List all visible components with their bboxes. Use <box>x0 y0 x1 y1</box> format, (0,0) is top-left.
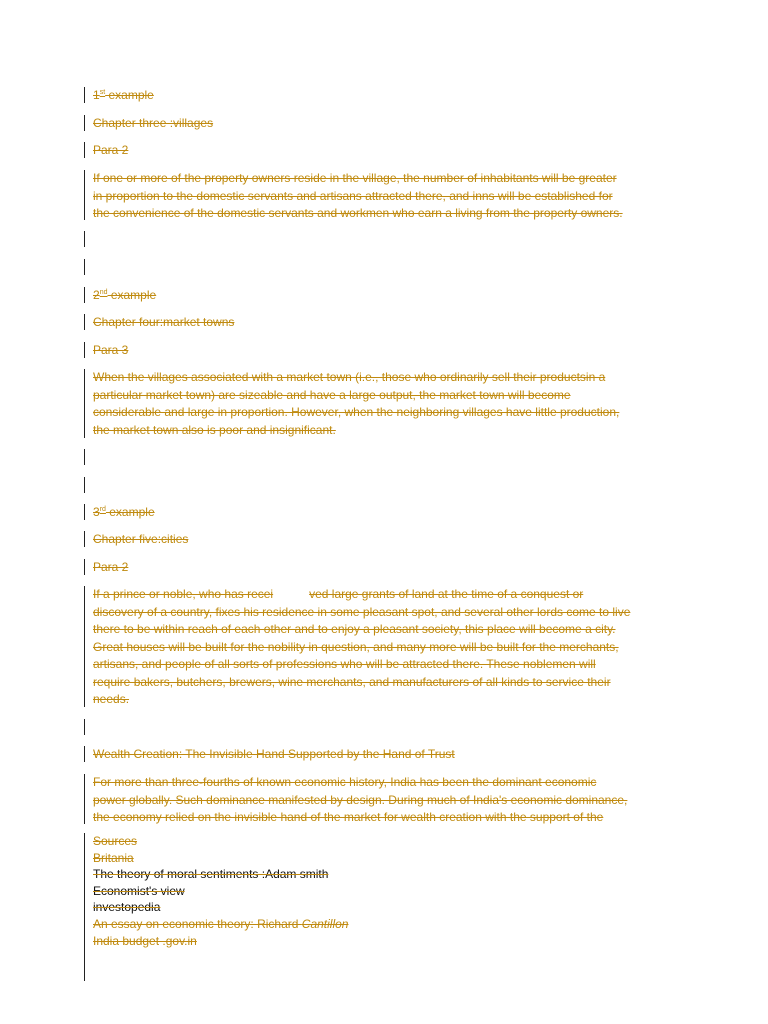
heading-ordinal: rd <box>99 506 106 513</box>
change-bar <box>84 833 85 981</box>
paragraph-line: For more than three-fourths of known economic history, India has been the dominant economic <box>93 775 597 789</box>
paragraph-line: in proportion to the domestic servants and artisans attracted there, and inns will be established for <box>93 188 613 203</box>
para-label: Para 2 <box>93 143 129 157</box>
change-bar <box>84 449 85 465</box>
section-heading-wealth: Wealth Creation: The Invisible Hand Supported by the Hand of Trust <box>93 747 455 761</box>
change-bar <box>84 287 85 303</box>
paragraph-line: artisans, and people of all sorts of professions who will be attracted there. These noblemen will <box>93 657 596 671</box>
body-paragraph-1 <box>93 170 683 223</box>
example-heading-1 <box>93 87 683 105</box>
source-item: investopedia <box>93 900 161 915</box>
paragraph-line: require bakers, butchers, brewers, wine merchants, and manufacturers of all kinds to service their <box>93 674 611 689</box>
change-bar <box>84 477 85 493</box>
heading-text: example <box>105 505 155 519</box>
change-bar <box>84 719 85 735</box>
change-bar <box>84 314 85 330</box>
paragraph-line: there to be within reach of each other and to enjoy a pleasant society, this place will become a city. <box>93 622 616 636</box>
example-heading-2 <box>93 287 683 305</box>
heading-ordinal: st <box>99 89 106 96</box>
change-bar <box>84 559 85 575</box>
source-item: An essay on economic theory: Richard Cantillon <box>93 916 349 931</box>
source-item: Britania <box>93 850 134 865</box>
paragraph-line: particular market town) are sizeable and have a large output, the market town will become <box>93 387 571 402</box>
heading-ordinal: nd <box>99 289 108 296</box>
paragraph-line: If one or more of the property owners reside in the village, the number of inhabitants will be greater <box>93 171 617 185</box>
chapter-heading: Chapter three :villages <box>93 116 214 130</box>
paragraph-line: needs. <box>93 692 130 706</box>
source-item: Economist's view <box>93 883 185 898</box>
change-bar <box>84 259 85 275</box>
change-bar <box>84 342 85 358</box>
para-label: Para 2 <box>93 560 129 574</box>
body-paragraph-4 <box>93 774 683 827</box>
sources-list <box>93 833 683 949</box>
change-bar <box>84 369 85 438</box>
change-bar <box>84 586 85 707</box>
example-heading-3 <box>93 504 683 522</box>
change-bar <box>84 746 85 762</box>
paragraph-line: the convenience of the domestic servants and workmen who earn a living from the property owners. <box>93 206 623 220</box>
heading-number: 3 <box>93 505 100 519</box>
heading-text: example <box>105 88 154 102</box>
paragraph-line: If a prince or noble, who has recei ved large grants of land at the time of a conquest or <box>93 587 584 601</box>
change-bar <box>84 231 85 247</box>
paragraph-line: considerable and large in proportion. However, when the neighboring villages have little production, <box>93 405 620 419</box>
paragraph-line: Great houses will be built for the nobility in question, and many more will be built for the merchants, <box>93 639 619 654</box>
change-bar <box>84 87 85 103</box>
paragraph-line: discovery of a country, fixes his residence in some pleasant spot, and several other lords come to live <box>93 604 631 619</box>
chapter-heading: Chapter five:cities <box>93 532 189 546</box>
paragraph-line: the economy relied on the invisible hand of the market for wealth creation with the support of the <box>93 810 604 824</box>
change-bar <box>84 531 85 547</box>
paragraph-line: power globally. Such dominance manifested by design. During much of India's economic dominance, <box>93 792 628 807</box>
body-paragraph-2 <box>93 369 683 439</box>
para-label: Para 3 <box>93 343 129 357</box>
heading-number: 2 <box>93 288 100 302</box>
paragraph-line: the market town also is poor and insignificant. <box>93 422 336 437</box>
change-bar <box>84 142 85 158</box>
change-bar <box>84 774 85 824</box>
source-item: India budget .gov.in <box>93 933 197 948</box>
change-bar <box>84 170 85 220</box>
change-bar <box>84 504 85 520</box>
chapter-heading: Chapter four:market towns <box>93 315 235 329</box>
body-paragraph-3 <box>93 586 683 709</box>
heading-text: example <box>107 288 157 302</box>
heading-number: 1 <box>93 88 100 102</box>
sources-title: Sources <box>93 834 138 848</box>
paragraph-line: When the villages associated with a market town (i.e., those who ordinarily sell their productsin a <box>93 370 606 384</box>
source-item: The theory of moral sentiments :Adam smith <box>93 867 329 882</box>
change-bar <box>84 115 85 131</box>
